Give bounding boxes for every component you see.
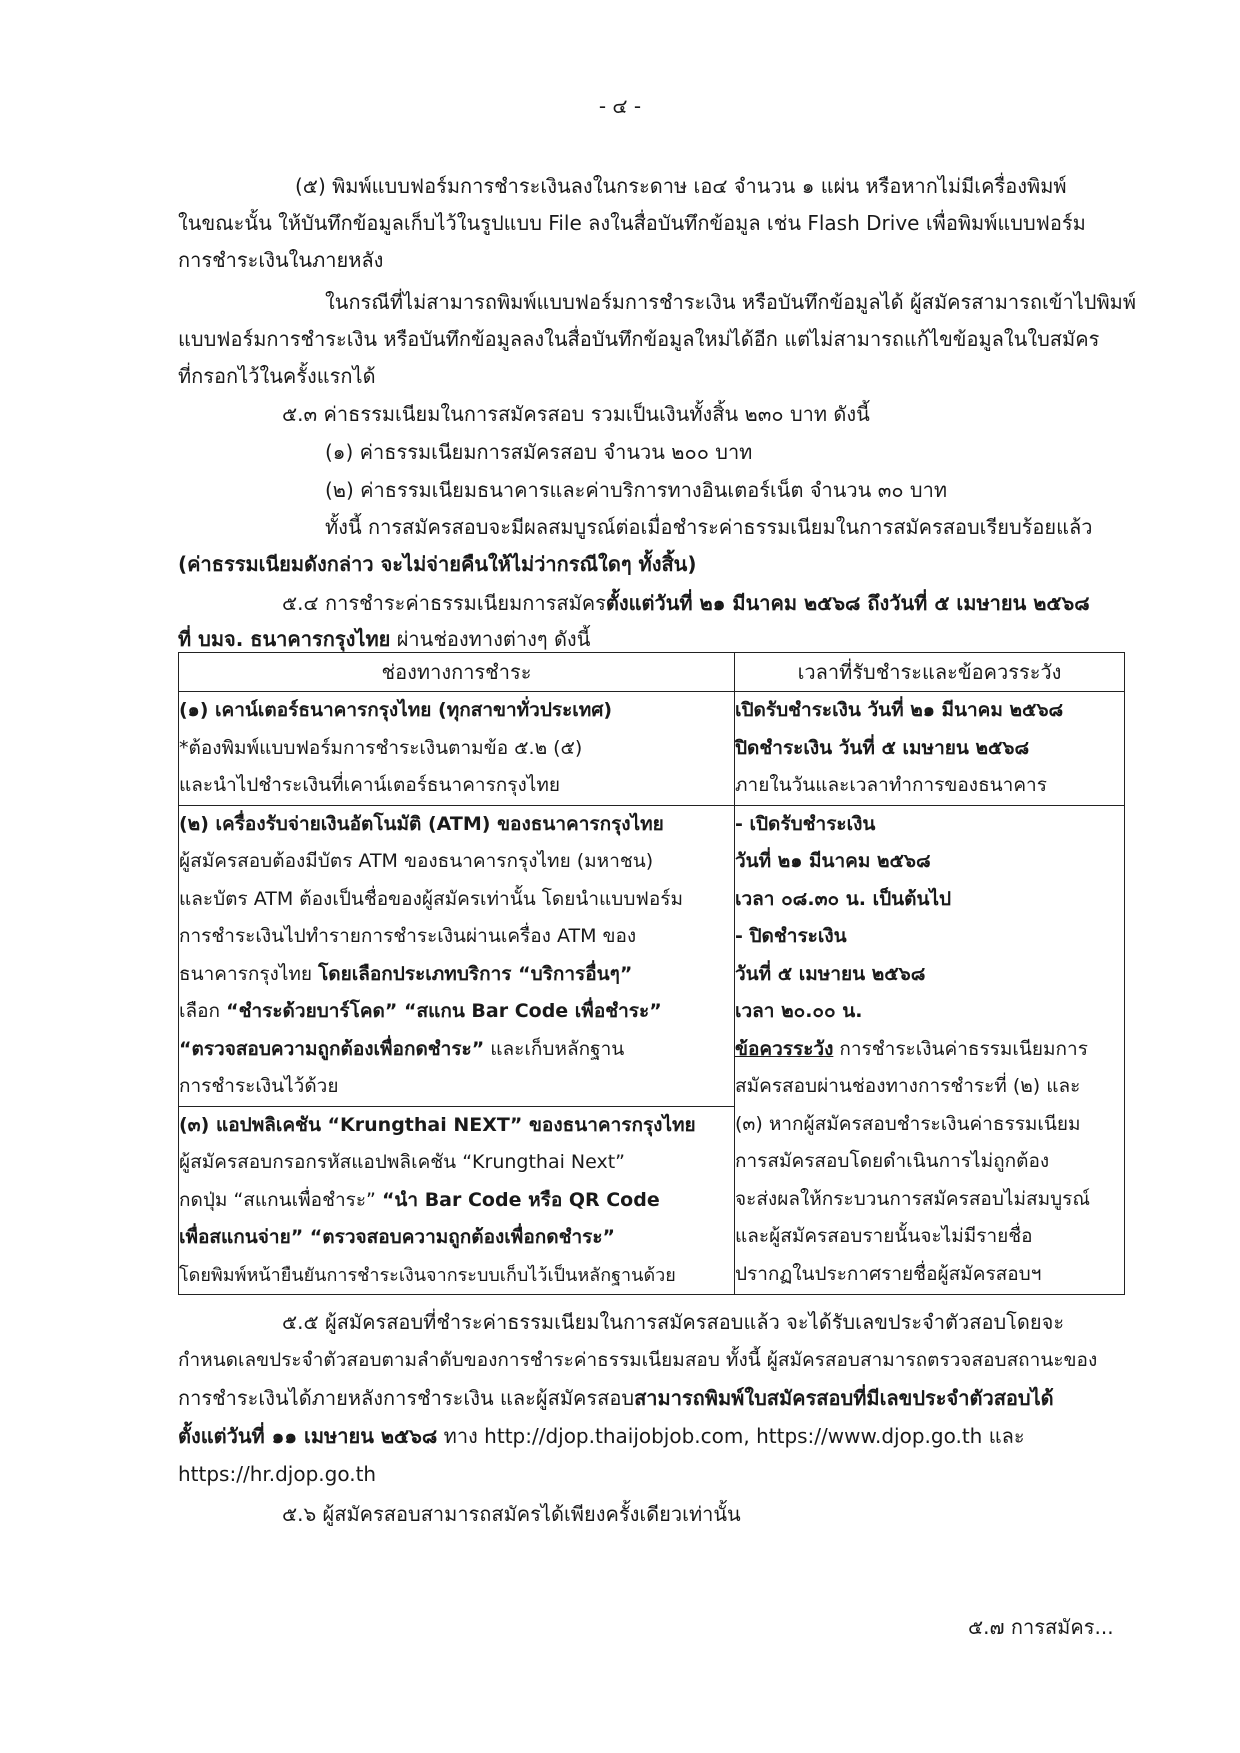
section-5-5-line3 <box>178 1384 1054 1412</box>
section-5-3-title: ๕.๓ ค่าธรรมเนียมในการสมัครสอบ รวมเป็นเงินทั้งสิ้น ๒๓๐ บาท ดังนี้ <box>282 402 870 426</box>
cell-text-bold: “ชำระด้วยบาร์โคด” “สแกน Bar Code เพื่อชำระ” <box>226 1000 662 1022</box>
header-time-caution: เวลาที่รับชำระและข้อควรระวัง <box>735 653 1125 692</box>
cell-line: การชำระเงินไว้ด้วย <box>179 1075 339 1097</box>
channel-atm <box>179 805 735 1106</box>
item5-line6: ที่กรอกไว้ในครั้งแรกได้ <box>178 364 376 388</box>
cell-line: วันที่ ๕ เมษายน ๒๕๖๘ <box>735 962 926 985</box>
cell-line: ผู้สมัครสอบต้องมีบัตร ATM ของธนาคารกรุงไทย (มหาชน) <box>179 850 654 872</box>
section-5-6: ๕.๖ ผู้สมัครสอบสามารถสมัครได้เพียงครั้งเดียวเท่านั้น <box>282 1502 741 1526</box>
cell-line: - ปิดชำระเงิน <box>735 925 847 947</box>
payment-period: ตั้งแต่วันที่ ๒๑ มีนาคม ๒๕๖๘ ถึงวันที่ ๕ เมษายน ๒๕๖๘ <box>605 591 1090 615</box>
fee-item-1: (๑) ค่าธรรมเนียมการสมัครสอบ จำนวน ๒๐๐ บาท <box>325 440 753 464</box>
cell-text: และเก็บหลักฐาน <box>484 1037 625 1060</box>
channel-app <box>179 1106 735 1295</box>
cell-line: จะส่งผลให้กระบวนการสมัครสอบไม่สมบูรณ์ <box>735 1187 1090 1210</box>
channel-counter <box>179 692 735 806</box>
cell-text-bold: “ตรวจสอบความถูกต้องเพื่อกดชำระ” <box>179 1037 485 1060</box>
section-5-5-line4 <box>178 1422 1025 1450</box>
item5-line3: การชำระเงินในภายหลัง <box>178 248 384 272</box>
section-5-4-line1 <box>282 589 1090 617</box>
cell-line: ปิดชำระเงิน วันที่ ๕ เมษายน ๒๕๖๘ <box>735 736 1030 759</box>
cell-line: - เปิดรับชำระเงิน <box>735 812 876 835</box>
cell-line: การชำระเงินไปทำรายการชำระเงินผ่านเครื่อง ATM ของ <box>179 925 637 947</box>
cell-line: และบัตร ATM ต้องเป็นชื่อของผู้สมัครเท่านั้น โดยนำแบบฟอร์ม <box>179 887 684 910</box>
cell-line: ผู้สมัครสอบกรอกรหัสแอปพลิเคชัน “Krungthai Next” <box>179 1151 626 1173</box>
header-channel: ช่องทางการชำระ <box>179 653 735 692</box>
cell-line: สมัครสอบผ่านช่องทางการชำระที่ (๒) และ <box>735 1075 1081 1097</box>
item5-line5: แบบฟอร์มการชำระเงิน หรือบันทึกข้อมูลลงในสื่อบันทึกข้อมูลใหม่ได้อีก แต่ไม่สามารถแก้ไขข้อมูลในใบสมัคร <box>178 327 1100 351</box>
fee-nonrefundable-note: (ค่าธรรมเนียมดังกล่าว จะไม่จ่ายคืนให้ไม่ว่ากรณีใดๆ ทั้งสิ้น) <box>178 552 697 576</box>
section-5-4-line2 <box>178 625 590 653</box>
table-row <box>179 805 1125 1106</box>
cell-text: เลือก <box>179 1000 227 1022</box>
cell-text: ธนาคารกรุงไทย <box>179 962 319 985</box>
cell-line: ภายในวันและเวลาทำการของธนาคาร <box>735 774 1047 796</box>
cell-line: (๓) หากผู้สมัครสอบชำระเงินค่าธรรมเนียม <box>735 1112 1081 1135</box>
caution-label: ข้อควรระวัง <box>735 1037 834 1060</box>
print-from-date: ตั้งแต่วันที่ ๑๑ เมษายน ๒๕๖๘ <box>178 1424 438 1448</box>
atm-app-time-caution <box>735 805 1125 1295</box>
cell-line <box>179 1182 734 1220</box>
cell-line: โดยพิมพ์หน้ายืนยันการชำระเงินจากระบบเก็บไว้เป็นหลักฐานด้วย <box>179 1264 676 1286</box>
item5-line1: (๕) พิมพ์แบบฟอร์มการชำระเงินลงในกระดาษ เอ๔ จำนวน ๑ แผ่น หรือหากไม่มีเครื่องพิมพ์ <box>295 174 1067 198</box>
cell-text-bold: โดยเลือกประเภทบริการ “บริการอื่นๆ” <box>318 962 633 985</box>
section-5-5-line1: ๕.๕ ผู้สมัครสอบที่ชำระค่าธรรมเนียมในการสมัครสอบแล้ว จะได้รับเลขประจำตัวสอบโดยจะ <box>282 1310 1065 1334</box>
section-5-5-line2: กำหนดเลขประจำตัวสอบตามลำดับของการชำระค่าธรรมเนียมสอบ ทั้งนี้ ผู้สมัครสอบสามารถตรวจสอบสถานะของ <box>178 1349 1098 1371</box>
cell-line <box>179 956 734 994</box>
cell-line: การสมัครสอบโดยดำเนินการไม่ถูกต้อง <box>735 1150 1050 1172</box>
section-5-5-line5: https://hr.djop.go.th <box>178 1462 377 1486</box>
cell-line: และผู้สมัครสอบรายนั้นจะไม่มีรายชื่อ <box>735 1225 1033 1247</box>
channel-title: (๓) แอปพลิเคชัน “Krungthai NEXT” ของธนาคารกรุงไทย <box>179 1113 696 1136</box>
cell-line: *ต้องพิมพ์แบบฟอร์มการชำระเงินตามข้อ ๕.๒ (๕) <box>179 736 583 759</box>
cell-text-bold: “นำ Bar Code หรือ QR Code <box>381 1188 660 1211</box>
continuation-text: ๕.๗ การสมัคร... <box>968 1615 1114 1639</box>
cell-line: เวลา ๐๘.๓๐ น. เป็นต้นไป <box>735 887 952 910</box>
cell-line: ปรากฏในประกาศรายชื่อผู้สมัครสอบฯ <box>735 1262 1042 1285</box>
section-5-4-lead: ๕.๔ การชำระค่าธรรมเนียมการสมัคร <box>282 591 606 615</box>
cell-line <box>179 1031 734 1069</box>
channel-title: (๒) เครื่องรับจ่ายเงินอัตโนมัติ (ATM) ของธนาคารกรุงไทย <box>179 812 664 835</box>
counter-time <box>735 692 1125 806</box>
table-row <box>179 692 1125 806</box>
cell-text: การชำระเงินค่าธรรมเนียมการ <box>833 1037 1088 1060</box>
cell-text: การชำระเงินได้ภายหลังการชำระเงิน และผู้สมัครสอบ <box>178 1386 635 1410</box>
cell-text: กดปุ่ม “สแกนเพื่อชำระ” <box>179 1188 382 1211</box>
item5-line2: ในขณะนั้น ให้บันทึกข้อมูลเก็บไว้ในรูปแบบ File ลงในสื่อบันทึกข้อมูล เช่น Flash Drive เพื่อพิมพ์แบบฟอร์ม <box>178 211 1086 235</box>
cell-line: เปิดรับชำระเงิน วันที่ ๒๑ มีนาคม ๒๕๖๘ <box>735 699 1064 721</box>
cell-line: และนำไปชำระเงินที่เคาน์เตอร์ธนาคารกรุงไทย <box>179 774 560 796</box>
channel-title: (๑) เคาน์เตอร์ธนาคารกรุงไทย (ทุกสาขาทั่วประเทศ) <box>179 699 613 721</box>
cell-line: เวลา ๒๐.๐๐ น. <box>735 1000 863 1022</box>
page-number: - ๔ - <box>598 94 642 118</box>
item5-line4: ในกรณีที่ไม่สามารถพิมพ์แบบฟอร์มการชำระเงิน หรือบันทึกข้อมูลได้ ผู้สมัครสามารถเข้าไปพิมพ์ <box>325 290 1137 314</box>
channels-intro: ผ่านช่องทางต่างๆ ดังนี้ <box>390 627 591 651</box>
payment-channels-table <box>178 652 1125 1295</box>
bank-name: ที่ บมจ. ธนาคารกรุงไทย <box>178 627 391 651</box>
cell-line <box>735 1031 1124 1069</box>
cell-line: เพื่อสแกนจ่าย” “ตรวจสอบความถูกต้องเพื่อกดชำระ” <box>179 1226 616 1248</box>
table-header-row <box>179 653 1125 692</box>
cell-line <box>179 993 734 1031</box>
fee-note: ทั้งนี้ การสมัครสอบจะมีผลสมบูรณ์ต่อเมื่อชำระค่าธรรมเนียมในการสมัครสอบเรียบร้อยแล้ว <box>325 515 1093 539</box>
fee-item-2: (๒) ค่าธรรมเนียมธนาคารและค่าบริการทางอินเตอร์เน็ต จำนวน ๓๐ บาท <box>325 478 948 502</box>
websites: ทาง http://djop.thaijobjob.com, https://www.djop.go.th และ <box>437 1424 1025 1448</box>
cell-line: วันที่ ๒๑ มีนาคม ๒๕๖๘ <box>735 850 931 872</box>
print-application-note: สามารถพิมพ์ใบสมัครสอบที่มีเลขประจำตัวสอบได้ <box>634 1386 1054 1410</box>
